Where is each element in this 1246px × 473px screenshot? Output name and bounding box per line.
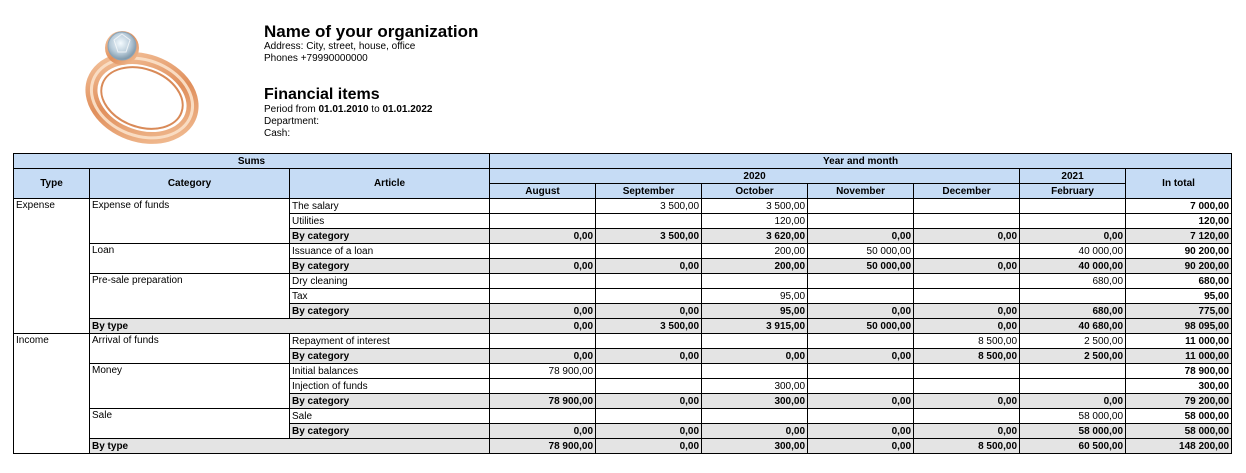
value-cell [1020,199,1126,214]
value-cell: 680,00 [1020,274,1126,289]
value-cell: 58 000,00 [1020,409,1126,424]
category-cell: Money [90,364,290,409]
value-cell: 8 500,00 [914,349,1020,364]
value-cell: 40 000,00 [1020,259,1126,274]
value-cell [808,274,914,289]
value-cell: 50 000,00 [808,319,914,334]
value-cell: 3 500,00 [596,199,702,214]
article-cell: Issuance of a loan [290,244,490,259]
value-cell: 3 500,00 [596,229,702,244]
value-cell: 95,00 [702,289,808,304]
value-cell: 0,00 [702,349,808,364]
value-cell: 0,00 [490,349,596,364]
value-cell [1020,379,1126,394]
value-cell: 2 500,00 [1020,334,1126,349]
by-category-label: By category [290,349,490,364]
by-type-row [14,439,1232,454]
value-cell [596,244,702,259]
type-cell: Expense [14,199,90,334]
value-cell [914,199,1020,214]
article-cell: Tax [290,289,490,304]
value-cell [596,289,702,304]
value-cell: 40 680,00 [1020,319,1126,334]
value-cell: 0,00 [808,349,914,364]
organization-name: Name of your organization [264,22,479,41]
financial-items-table [13,153,1232,454]
value-cell: 200,00 [702,244,808,259]
organization-address: Address: City, street, house, office [264,41,416,52]
value-cell: 0,00 [808,394,914,409]
total-cell: 11 000,00 [1126,349,1232,364]
article-header: Article [290,169,490,199]
value-cell [490,244,596,259]
article-cell: Utilities [290,214,490,229]
value-cell: 0,00 [914,319,1020,334]
value-cell: 0,00 [490,229,596,244]
value-cell [596,379,702,394]
total-cell: 11 000,00 [1126,334,1232,349]
value-cell [596,364,702,379]
type-cell: Income [14,334,90,454]
sums-header: Sums [14,154,490,169]
value-cell [1020,289,1126,304]
value-cell: 3 500,00 [702,199,808,214]
value-cell: 0,00 [490,259,596,274]
by-type-row [14,319,1232,334]
category-header: Category [90,169,290,199]
value-cell: 78 900,00 [490,439,596,454]
value-cell [914,409,1020,424]
value-cell: 300,00 [702,394,808,409]
value-cell: 300,00 [702,439,808,454]
organization-header [264,22,478,65]
report-department: Department: [264,116,320,127]
value-cell [490,379,596,394]
value-cell [490,199,596,214]
value-cell [702,364,808,379]
table-row [14,334,1232,349]
value-cell: 58 000,00 [1020,424,1126,439]
article-cell: Repayment of interest [290,334,490,349]
table-row [14,409,1232,424]
value-cell [702,334,808,349]
total-cell: 7 000,00 [1126,199,1232,214]
value-cell [808,409,914,424]
value-cell [914,364,1020,379]
month-header: September [596,184,702,199]
table-row [14,244,1232,259]
ring-icon [72,18,202,146]
value-cell [596,214,702,229]
value-cell: 0,00 [596,424,702,439]
total-cell: 90 200,00 [1126,259,1232,274]
table-row [14,364,1232,379]
value-cell: 8 500,00 [914,334,1020,349]
value-cell: 0,00 [596,439,702,454]
value-cell: 0,00 [702,424,808,439]
by-type-label: By type [90,319,490,334]
month-header: February [1020,184,1126,199]
value-cell: 0,00 [490,304,596,319]
value-cell: 0,00 [1020,229,1126,244]
value-cell: 0,00 [490,424,596,439]
total-cell: 90 200,00 [1126,244,1232,259]
value-cell: 120,00 [702,214,808,229]
category-cell: Pre-sale preparation [90,274,290,319]
report-title: Financial items [264,86,380,103]
total-cell: 120,00 [1126,214,1232,229]
by-type-label: By type [90,439,490,454]
value-cell [702,409,808,424]
value-cell [1020,214,1126,229]
value-cell [1020,364,1126,379]
value-cell: 0,00 [596,394,702,409]
value-cell [490,409,596,424]
value-cell: 60 500,00 [1020,439,1126,454]
total-cell: 680,00 [1126,274,1232,289]
value-cell: 3 915,00 [702,319,808,334]
value-cell: 0,00 [596,304,702,319]
total-cell: 58 000,00 [1126,409,1232,424]
value-cell [490,289,596,304]
value-cell: 0,00 [596,349,702,364]
value-cell [808,379,914,394]
value-cell: 0,00 [808,424,914,439]
type-header: Type [14,169,90,199]
value-cell: 40 000,00 [1020,244,1126,259]
in-total-header: In total [1126,169,1232,199]
value-cell [702,274,808,289]
value-cell: 300,00 [702,379,808,394]
by-category-label: By category [290,424,490,439]
value-cell [914,244,1020,259]
by-category-label: By category [290,259,490,274]
by-category-label: By category [290,229,490,244]
value-cell [914,214,1020,229]
value-cell: 0,00 [490,319,596,334]
value-cell [596,274,702,289]
value-cell: 50 000,00 [808,259,914,274]
period-from: 01.01.2010 [318,104,369,115]
value-cell: 8 500,00 [914,439,1020,454]
value-cell: 3 500,00 [596,319,702,334]
value-cell: 0,00 [808,304,914,319]
value-cell: 3 620,00 [702,229,808,244]
total-cell: 95,00 [1126,289,1232,304]
by-category-label: By category [290,394,490,409]
value-cell [808,289,914,304]
value-cell: 680,00 [1020,304,1126,319]
category-cell: Arrival of funds [90,334,290,364]
total-cell: 79 200,00 [1126,394,1232,409]
value-cell [914,379,1020,394]
table-body [14,199,1232,454]
value-cell: 0,00 [808,229,914,244]
article-cell: Sale [290,409,490,424]
table-row [14,274,1232,289]
value-cell: 0,00 [914,424,1020,439]
year-month-header: Year and month [490,154,1232,169]
value-cell: 50 000,00 [808,244,914,259]
total-cell: 78 900,00 [1126,364,1232,379]
value-cell [808,199,914,214]
value-cell [914,274,1020,289]
month-header: November [808,184,914,199]
month-header: August [490,184,596,199]
total-cell: 300,00 [1126,379,1232,394]
value-cell [596,409,702,424]
value-cell [808,334,914,349]
total-cell: 775,00 [1126,304,1232,319]
value-cell: 0,00 [1020,394,1126,409]
by-category-label: By category [290,304,490,319]
value-cell [490,214,596,229]
category-cell: Loan [90,244,290,274]
table-row [14,199,1232,214]
value-cell: 0,00 [808,439,914,454]
article-cell: Initial balances [290,364,490,379]
article-cell: Dry cleaning [290,274,490,289]
value-cell: 95,00 [702,304,808,319]
total-cell: 148 200,00 [1126,439,1232,454]
value-cell [596,334,702,349]
category-cell: Expense of funds [90,199,290,244]
year-2021-header: 2021 [1020,169,1126,184]
value-cell [490,334,596,349]
value-cell: 78 900,00 [490,394,596,409]
value-cell: 0,00 [596,259,702,274]
article-cell: Injection of funds [290,379,490,394]
period-to: 01.01.2022 [382,104,433,115]
report-period: Period from 01.01.2010 to 01.01.2022 [264,104,433,115]
value-cell [808,214,914,229]
report-header [264,86,433,140]
organization-phones: Phones +79990000000 [264,53,368,64]
value-cell: 0,00 [914,229,1020,244]
value-cell [914,289,1020,304]
year-2020-header: 2020 [490,169,1020,184]
value-cell: 0,00 [914,259,1020,274]
value-cell [490,274,596,289]
value-cell: 0,00 [914,304,1020,319]
report-cash: Cash: [264,128,291,139]
value-cell: 78 900,00 [490,364,596,379]
total-cell: 7 120,00 [1126,229,1232,244]
category-cell: Sale [90,409,290,439]
value-cell: 0,00 [914,394,1020,409]
month-header: October [702,184,808,199]
value-cell: 200,00 [702,259,808,274]
total-cell: 98 095,00 [1126,319,1232,334]
article-cell: The salary [290,199,490,214]
value-cell: 2 500,00 [1020,349,1126,364]
value-cell [808,364,914,379]
month-header: December [914,184,1020,199]
total-cell: 58 000,00 [1126,424,1232,439]
